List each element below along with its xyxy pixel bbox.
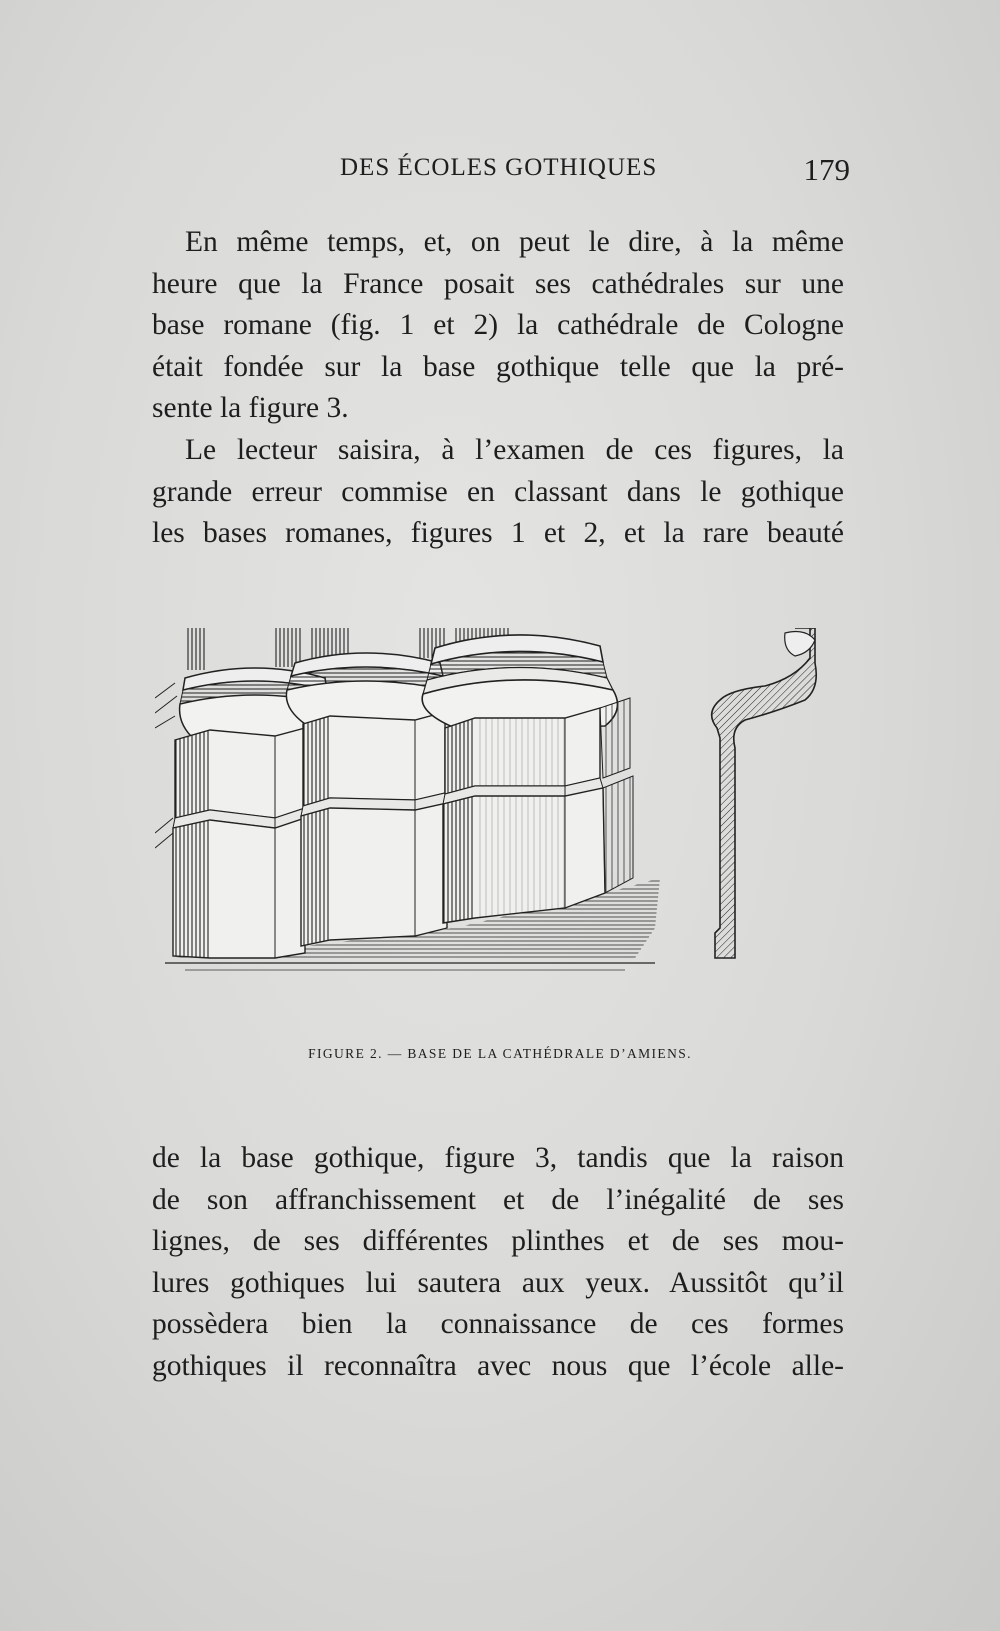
text-line: lignes, de ses différentes plinthes et de ses mou- bbox=[152, 1225, 844, 1257]
paragraph-2 bbox=[152, 430, 844, 555]
text-line: Le lecteur saisira, à l’examen de ces figures, la bbox=[185, 434, 844, 466]
text-line: gothiques il reconnaîtra avec nous que l’école alle- bbox=[152, 1349, 844, 1382]
text-line: les bases romanes, figures 1 et 2, et la rare beauté bbox=[152, 517, 844, 549]
page-number: 179 bbox=[803, 152, 850, 187]
paragraph-1 bbox=[152, 222, 844, 430]
running-title: DES ÉCOLES GOTHIQUES bbox=[340, 154, 658, 181]
text-line: base romane (fig. 1 et 2) la cathédrale de Cologne bbox=[152, 309, 844, 341]
column-base-engraving bbox=[155, 628, 855, 1018]
running-head bbox=[150, 154, 850, 190]
text-line: possèdera bien la connaissance de ces formes bbox=[152, 1308, 844, 1340]
text-line: était fondée sur la base gothique telle que la pré- bbox=[152, 350, 844, 383]
paragraph-3 bbox=[152, 1138, 844, 1387]
text-line: heure que la France posait ses cathédrales sur une bbox=[152, 267, 844, 300]
text-line: grande erreur commise en classant dans le gothique bbox=[152, 475, 844, 508]
figure-caption: FIGURE 2. — BASE DE LA CATHÉDRALE D’AMIENS. bbox=[308, 1046, 692, 1061]
text-line: sente la figure 3. bbox=[152, 392, 349, 424]
text-line: de son affranchissement et de l’inégalité de ses bbox=[152, 1183, 844, 1216]
text-line: lures gothiques lui sautera aux yeux. Aussitôt qu’il bbox=[152, 1266, 844, 1299]
text-line: de la base gothique, figure 3, tandis que la raison bbox=[152, 1142, 844, 1174]
text-line: En même temps, et, on peut le dire, à la même bbox=[185, 226, 844, 258]
